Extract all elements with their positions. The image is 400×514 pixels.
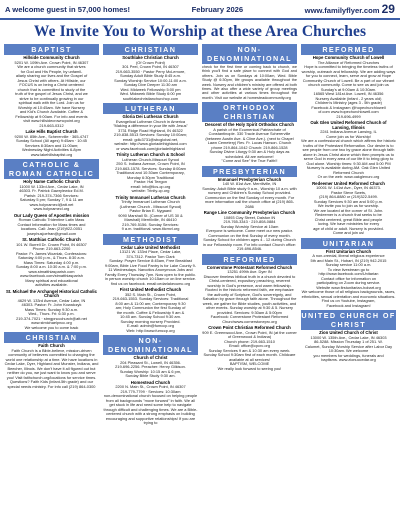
church-listing [103,356,198,379]
church-detail-line: Traditional and 10:30am Contemporary, [116,170,185,175]
church-name: Range Line Community Presbyterian Church [203,210,296,216]
church-detail-line: (219) 864-8880 or (219)322-5499. [319,194,378,199]
church-detail-line: Jesus Christ with others. At Hillside, our [17,77,86,83]
church-detail-line: Sunday morning nursery Provided. [120,318,181,324]
denomination-heading: LUTHERAN [103,103,198,114]
church-detail-line: Redeemer is a church that seeks to be [315,212,382,217]
church-detail-line: southlakechristianchurchcp.com [122,95,179,101]
church-detail-line: Facebook and Instagram! [326,302,371,308]
church-detail-line: Sunday Worship Service 10:00-11:00 a.m. [114,77,187,83]
church-detail-line: Evangelical Lutheran Church in America [115,118,186,124]
church-detail-line: Sunday: Prayer Service 8:45am, Free Breakfast 9:00am, Bible Live Food Pantry is for Lake County 9-11 Wednesdays. Narcotics Anonymous Jobs and Family Every Thursday 7pm. Now open to the public. in person worship church 10:15am or on line service. find us on facebook. email:cedarlakecumc.org [104,258,197,286]
church-detail-line: 204 Pleasant St., Lowell, IN 46356. [120,359,181,365]
church-detail-line: www.lakehillsbaptist.org [30,151,73,157]
church-name: Trinity Lutheran Church & School [116,152,185,157]
church-detail-line: We are located at the corner of St. John. [313,207,384,213]
church-detail-line: 101 W. Burrell Dr. Crown Point, IN 46307 [16,241,87,247]
church-name: First United Methodist Church [119,287,182,292]
church-listing [4,344,99,389]
church-name: Gloria Dei Lutheran Church [122,114,179,119]
church-listing [103,115,198,151]
church-detail-line: loving. We have ministries for every [317,221,380,226]
church-name: Hope Community Church of Lowell [312,55,385,60]
church-detail-line: www.facebook.com/stmatthiasparish [20,273,83,278]
church-detail-line: Sunday School (All ages) 9:45am · 10:45 [16,138,87,143]
church-detail-line: "Making a difference in your life with Jesus" [113,123,188,128]
church-detail-line: Sunday Divine Liturgy 9:30 am & Holy days as scheduled. All are welcome! [209,149,290,159]
denomination-heading: BAPTIST [4,44,99,55]
church-name: St. Matthias Catholic Church [22,237,81,242]
church-detail-line: email: gdlc3731@sbcglobal.net, [122,136,179,142]
church-detail-line: 219-838-5513 Services: Sunday 10:00am; [114,132,187,137]
church-detail-line: strive to be continually growing in our [19,95,84,101]
church-detail-line: 352 S. Main St., Crown Point, [124,291,177,297]
church-detail-line: truth of the gospel of Jesus Christ, and we [15,91,88,96]
church-detail-line: 3731 Ridge Road Highland, IN 46322 [118,127,183,133]
church-detail-line: Everyone is welcome. Come meet our new pastor. Communion on the first Sunday of every month. Sunday School for children ages 4 - 12 during Church in our Fellowship room. For info contact Church office: 219-696-8546. [202,228,297,252]
church-detail-line: Contact office for information on [320,275,377,281]
church-detail-line: Wed., Thurs. Fri: 6:30 p.m. [28,311,75,316]
directory-column-1 [4,43,99,514]
church-detail-line: 909 E. Greenwood Ave., Crown Point, IN (at the corner of Greenwood & Indiana) [202,329,297,340]
church-detail-line: 140 W. 81st Ave. Merrillville, IN [222,181,277,187]
denomination-heading: REFORMED [202,254,297,265]
church-detail-line: Fellowship at 9:00am. For info and events [15,113,88,119]
church-detail-line: baptisms. www.zionuccedar.org [321,357,376,362]
church-detail-line: BAPTISM, WELCOME [229,361,270,367]
church-detail-line: 219-696-2256. Preacher: Henry Gilkison. [115,364,186,369]
church-detail-line: Sunday Bible Study 9:30 am. [125,373,176,378]
church-detail-line: visit www.hillsidecrowncpoint.org [23,118,80,123]
church-detail-line: 10893 Clay Street, Dalston IN [223,214,276,220]
church-detail-line: the month. Coffee & Fellowship 9 am & [116,309,185,315]
church-name: Lake Hills Baptist Church [25,129,78,134]
church-detail-line: We invite you to join us for worship. [317,203,380,208]
church-detail-line: Discover timeless biblical truth in a church devoted to Christ-centered, expository preaching, reverent worship in God's presence, and warm fellowship. Rooted in the historic reformed faith, we emphasize the authority of Scripture, God's sovereignty, and Salvation by grace through faith alone. Throughout the week, we gather for Bible studies, youth activities, and other events. Sunday worship at 9:30 & 5. Nursery provided. Services: 9:30am & 5:00pm [202,273,297,315]
denomination-heading: METHODIST [103,234,198,245]
church-detail-line: 13121 W. 133rd Place, Cedar Lake, [119,249,182,254]
directory-column-4 [301,43,396,514]
church-listing [103,381,198,426]
church-detail-line: The Alliance of Reformed Churches [317,59,380,65]
church-detail-line: Lutheran Church-Missouri Synod [122,156,179,162]
church-listing [202,266,297,325]
church-detail-line: 16565 West 181st Ave. Lowell, IN 46356 [313,91,384,96]
church-detail-line: Facebook & Instagram @hopechurchlowell [311,104,386,110]
church-name: Homestead Church [130,379,171,385]
page-number: 29 [381,2,395,16]
directory-column-3 [202,43,297,514]
church-detail-line: (Lutheran Church - Missouri Synod) [119,203,182,209]
church-listing [4,180,99,212]
church-detail-line: http://www.facebook.com/Unitarian [318,271,379,276]
church-detail-line: 9200 W. 85th Ave., Schererville · 365-4747 [14,133,89,139]
church-detail-line: email: info@tlcs-cp.org [130,183,171,189]
church-detail-line: am; Holy Communion the first Sunday of [115,305,186,310]
church-detail-line: church that is committed to study of the [17,86,86,92]
church-detail-line: or www.facebook.com/gloriadeihighland [116,145,185,151]
church-detail-line: and Kid's Church Available. Coffee & [19,109,84,114]
church-detail-line: 219-663-1578. Services: Sunday 8:00am [115,165,186,171]
church-detail-line: Children's Ministry (ages 3 - 5th grade) [315,100,382,105]
church-listing [103,153,198,194]
church-detail-line: website: Trinity-cp.org [131,188,170,193]
church-detail-line: We welcome you to come back [24,324,79,330]
church-detail-line: Facebook: Cornerstone Protestant Reformed [210,314,289,320]
church-detail-line: Christ centered, great Bible and people [314,216,383,222]
church-detail-line: Hope is committed to bringing the timeless truths of worship, outreach and fellowship. We are adding ways for you to connect, learn, serve and grow at Hope Community Church of Lowell. Be a part of our vibrant church community. Come to see us and join us Sunday's at 9:00am & 10:30am. [301,64,396,92]
denomination-heading: CHRISTIAN [103,44,198,55]
church-detail-line: A parish of the Ecumenical Patriarchate of Constantinople. 330 Tracie Avenue Schererville (between Austin Ave. & Cline Ave.). (next to Chapel Lawn Cemetery) Rev. Fr. Lucas Hanson. Church phone 219-864-1042 Church: 219-866-1528 [205,126,294,150]
denomination-heading: CHRISTIAN [4,332,99,343]
page-headline: We Invite You to Worship at these Area Churches [33,23,367,40]
church-detail-line: A non-creedal, liberal religious experience [312,253,385,258]
church-detail-line: We welcome those of all religious backgrounds, races, ethnicities, sexual orientation and economic situations. [301,289,396,299]
church-listing [103,246,198,287]
church-detail-line: Sunday service 11:00 a.m. [325,262,372,267]
church-name: Redeemer United Reformed Church [312,180,385,186]
church-name: Cedar Lake United Methodist [120,244,181,250]
church-detail-line: 219-663-3550 · Pastor Perry McLemore, [115,68,186,74]
church-detail-line: 10:45 am. Sunday School 9:30 am. [120,314,181,319]
church-detail-line: Sunday Services 9 am & 10:30 am every week. Sunday School 9:30am first of each month. Childcare available at all services! [203,347,296,362]
church-detail-line: 2241 Indiana Avenue Lansing, IL [320,129,377,134]
church-detail-line: Worship at 10:45am. We have Nursery [18,104,85,110]
church-detail-line: for God and His People, by unfamil- [20,68,83,74]
denomination-heading: PRESBYTERIAN [202,166,297,177]
header-date: February 2026 [191,4,244,14]
church-detail-line: 10001 W. 141st Ave., Dyer, IN 46373. [316,185,381,190]
church-detail-line: Sunday Services 9:30 am and 5:00 p.m. [313,198,384,204]
church-detail-line: Come join us for Worship! [326,133,371,139]
church-detail-line: cf.com www.hopechurchlowell.com [318,109,379,114]
church-detail-line: activities available. [35,282,68,287]
church-name: Zion United Church of Christ [319,330,378,335]
church-detail-line: "Come and See" the True Faith!! [221,158,278,164]
church-detail-line: Churchwww.cornerstoneprc.org [222,318,277,324]
church-name: Our Lady Queen of Apostles mission [13,212,90,218]
denomination-heading: UNITARIAN [301,238,396,249]
church-detail-line: www.holynamecl@att.net [29,201,74,207]
church-detail-line: 219-696-4999 [336,113,361,119]
church-listing [4,290,99,331]
church-name: Cornerstone Protestant Reformed Church [206,264,293,270]
church-detail-line: Calumet, Sunday Worship Service after Labor Day 10:30am. We welcome [304,343,393,353]
church-detail-line: 219-779-7799 · Services: 10:30am [120,388,181,394]
church-listing [202,178,297,210]
church-detail-line: 8:00 am & 11:00 am; Contemporary 9:30 [115,300,186,306]
church-detail-line: To view livestream go to [327,266,370,272]
church-listing [103,196,198,232]
church-directory [0,43,400,514]
church-detail-line: www.stmichaelpncc.org [31,320,72,325]
church-name: First Unitarian Church [325,248,372,254]
church-detail-line: Nursery Available (infant - 2 years old) [315,95,382,101]
church-detail-line: 46303. Fr. Patrick Gawrylewicz Ed.M. [19,188,84,193]
directory-column-2 [103,43,198,514]
church-detail-line: Sunday Dive Deeper 11:30 am [124,82,177,87]
church-detail-line: Phone: 219-663-2200 [32,246,71,251]
church-listing [301,121,396,180]
church-detail-line: 219-769-5156. Sunday Services: [122,221,179,227]
denomination-heading: UNITED CHURCH OF CHRIST [301,311,396,329]
church-detail-line: 219-374-7021 · stmgpnccchurch@att.net [16,315,87,321]
church-listing [202,123,297,164]
church-name: Hillside Community Church [23,55,80,60]
church-name: Church of Christ [133,355,168,360]
church-detail-line: 11000 W. 133rd Ave., Cedar Lake, IN [19,183,84,189]
church-detail-line: Saturday 4:00 p.m., & Thurs. 8:30 a.m. [18,255,85,260]
church-detail-line: non-denominational church focused on helping people from all backgrounds "move forward" in faith. We all get stuck in life and need some help to navigate through difficult and challenging times. We are a Bible-centered church with a strong emphasis on building encouraging and supportive relationships! If you are trying to [103,393,198,425]
header-tagline: A welcome guest in 57,000 homes! [5,4,131,14]
listing-continuation: check for the first time or coming back to church, we think you'll find a safe place to connect with God and others. Join us on Sundays at 10:00am, Wed. Bible Study @ 6:30pm, life groups available throughout the week. Nursery and children's ministry are offered at both times. We also offer a wide variety of group meetings and other activities at various times throughout the month. Visit our website at homesteadcommunity.org [202,65,297,100]
church-detail-line: Find us on Youtube, Instagram, [321,298,376,303]
church-listing [301,56,396,119]
church-detail-line: website: http://www.gloriadeihighland.com [114,141,187,146]
church-listing [103,288,198,333]
church-listing [202,211,297,252]
church-detail-line: FOCUS is on being a Christ centered [19,82,84,87]
church-detail-line: www.stmatthiasparish.com [28,268,75,274]
church-detail-line: We are a confessional church which affirms the historic truths of the Protestant Reformation. Our desire is to see people from one two by grace alone through faith alone in Jesus Christ alone which then prompts us to serve God in every area of our life it to bring glory to God alone. Worship times: 9:30 AM and 5:00 PM [301,138,396,166]
church-detail-line: Website www.firstunitarian-hobart.org [316,284,381,290]
church-detail-line: We really look forward to seeing you! [217,365,282,371]
church-detail-line: Pastor: Hal Teegon [133,179,168,184]
church-detail-line: Pastor: Fr. James Wozniak, Confessions: [15,250,88,256]
church-detail-line: Sunday Worship Service at 10am [220,223,279,229]
church-detail-line: josephusjoefran@gmail.com [26,230,77,236]
church-detail-line: Wed. Midweek Bible Study 6:00 pm [119,91,182,96]
church-detail-line: 301 Peel, Crown Point, IN 46307 [122,64,179,69]
church-detail-line: 46303. Pastor: Fr. John Kowalczyk [21,302,82,307]
church-detail-line: Wednesday Night Activities 6-8pm [22,147,81,152]
church-detail-line: you members for weddings, funerals and [313,352,384,358]
church-detail-line: age of child or adult. Nursery is provided. [313,225,384,231]
church-detail-line: Wed. Midweek Fellowship 5:00 pm [120,86,181,92]
church-detail-line: 219-663-1553. Sunday Services: Traditional [112,296,189,301]
denomination-heading: NON-DENOMINATIONAL [202,44,297,64]
church-detail-line: 86-5288. Mission Thursday 1 of 251. W. [314,339,383,344]
church-detail-line: Come and join us! [332,230,365,235]
church-detail-line: Pastor Brian E. Nygaard [129,208,172,213]
church-detail-line: E-mail: admin@fumccp.org [127,323,174,328]
church-listing [4,130,99,157]
church-detail-line: Sunday 8:00 a.m. 10:30 a.m. & 7:00 p.m. [16,264,87,269]
church-listing [301,250,396,309]
church-detail-line: Email: office@cpcrc.org [228,343,271,349]
church-detail-line: Many spiritual and educational [25,277,78,283]
denomination-heading: REFORMED [301,44,396,55]
church-detail-line: Marshall) Merrillville, IN 46410 [124,217,177,222]
church-detail-line: 4629 W. 133rd Avenue, Cedar Lake, IN [17,297,86,303]
church-detail-line: Monday 6:30pm Traditional [127,174,174,180]
church-detail-line: 13000 W. 135th Ave., Cedar Lake, IN 46303 [310,334,387,340]
church-name: Holy Name Catholic Church [23,179,80,184]
church-listing [4,238,99,288]
church-name: Descent of the Holy Spirit Orthodox Church [204,122,295,128]
church-detail-line: Sunday: Adult Bible study 9 a.m., Worship 10 a.m. with nursery and Children's Sunday School provided. Communion on the first Sunday of every month. For more information call the church office at (219) 865-2686 [202,185,297,209]
church-listing [103,56,198,101]
church-detail-line: www.holynamecl.org [33,206,70,211]
church-detail-line: 5th and Main St., Hobart, IN (219) 942-2015 [310,257,387,263]
church-detail-line: Web: http://www.fumccp.org [126,327,175,333]
page-header [0,0,400,20]
denomination-heading: ORTHODOX CHRISTIAN [202,102,297,122]
church-detail-line: 9090 Marshall St. (Corner of US 30 & [118,212,183,218]
church-detail-line: Parish: 219-374-7366 Services: [24,192,79,198]
church-detail-line: Saturday 5 pm; Sunday 7, 9 & 11 am [19,197,84,202]
church-listing [301,331,396,363]
church-detail-line: 9 a.m. traditional. www.tilcmvl.org [121,226,180,231]
church-detail-line: 374-7312. Pastor Tom Clark [126,253,175,259]
church-detail-line: Pastor Steve Swets, [330,189,367,195]
church-detail-line: We are a church community that strives [17,64,86,69]
church-detail-line: locations. Call: Jean (219)922-0051 [20,226,83,231]
church-name: Immanuel Presbyterian Church [217,176,282,182]
church-detail-line: (Of Crown Point) [136,59,165,65]
church-name: Trinity Immanuel Lutheran Church [115,194,186,200]
church-name: Faith Church [38,343,65,348]
church-detail-line: participating on Zoom during service. [316,280,381,285]
church-detail-line: spiritual walk with the Lord. Join us for [18,100,85,105]
church-detail-line: 2200 N. Main St., Crown Point, IN 46307 [115,384,186,389]
church-detail-line: Church phone: 219-663-1510 [224,338,275,344]
church-detail-line: 5201 W. 109th Ave. Crown Point, IN 46307 [14,59,89,65]
church-name: Oak Glen United Reformed Church of Lansing, Illinois [310,120,387,130]
church-detail-line: Sunday Worship: 10:15 am & 6 pm, [119,368,182,374]
denomination-heading: CATHOLIC & ROMAN CATHOLIC [4,159,99,179]
church-detail-line: Services 8:30am and 11:00am; [24,142,79,148]
church-detail-line: Mass Times: Sunday 9:30 a.m. [24,306,79,312]
church-detail-line: Or on the web: www.oakglenurc.org [317,174,380,179]
church-detail-line: aliarly sharing our lives and the Gospel of [15,73,88,78]
church-listing [202,326,297,371]
church-detail-line: 219-765-3343 · 219-808-0884 [223,219,276,225]
church-detail-line: 219-663-0312 [39,122,64,128]
church-detail-line: Roman Catholic Tridentine Latin Mass [18,217,85,222]
church-detail-line: Trinity Immanuel Lutheran Church [121,199,180,204]
church-listing [4,214,99,237]
church-name: Southlake Christian Church [122,55,179,60]
church-listing [4,56,99,128]
church-detail-line: Mass Times: Saturday 4:00 p.m. [23,259,80,265]
church-detail-line: 13251 499th Ave. Dyer IN [227,269,272,275]
denomination-heading: NON-DENOMINATIONAL [103,335,198,355]
church-listing [301,182,396,236]
church-detail-line: Contact Information for Mass times and [17,221,86,227]
header-website: www.familyflyer.com [304,6,380,15]
church-detail-line: Nursery is available during AM. Oak Glen United Reformed Church [306,165,391,175]
church-detail-line: 250 S. Indiana Avenue, Crown Point, IN [116,161,185,166]
church-name: Crown Point Christian Reformed Church [208,325,291,331]
church-detail-line: Faith Church is a Bible-believe, mission-driven community of believers committed to changing the world one relationship at a time. We have locations in Cedar Lake, Dyer, Highland and Munster, Indiana, and Beecher, Illinois. We don't have it all figured out but neither do you, we just want to know you and serve you! Visit faithchurch.org/locations for service times. Questions? Faith Kids (infant-5th grade) and our special needs ministry. For info call (219) 864-0300 [4,347,99,389]
church-detail-line: Sunday Adult Bible Study 8:45 a.m. [120,73,181,78]
church-name: St. Michael the Archangel Historical Catholic Church [5,288,98,298]
